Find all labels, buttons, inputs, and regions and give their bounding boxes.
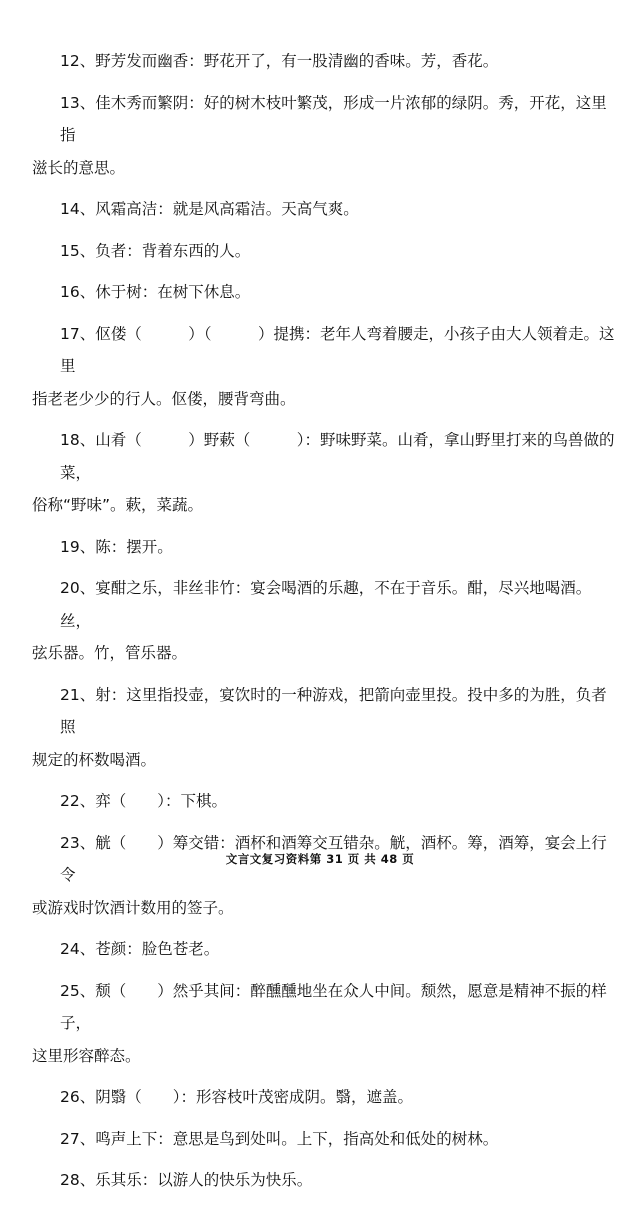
annotation-line: 27、鸣声上下：意思是鸟到处叫。上下，指高处和低处的树林。	[60, 1129, 499, 1148]
annotation-line: 13、佳木秀而繁阴：好的树木枝叶繁茂，形成一片浓郁的绿阴。秀，开花，这里指	[60, 93, 607, 144]
annotation-line-continued: 这里形容醉态。	[32, 1046, 141, 1065]
annotation-entry	[32, 572, 615, 670]
annotation-line-continued: 指老老少少的行人。伛偻，腰背弯曲。	[32, 389, 296, 408]
annotation-entry	[60, 45, 615, 78]
annotation-line: 22、弈（ ）：下棋。	[60, 792, 227, 810]
annotation-entry	[60, 933, 615, 966]
annotation-line: 28、乐其乐：以游人的快乐为快乐。	[60, 1171, 313, 1189]
annotation-list	[32, 45, 615, 1206]
annotation-entry	[60, 1081, 615, 1114]
annotation-entry	[60, 785, 615, 818]
annotation-line: 18、山肴（ ）野蔌（ ）：野味野菜。山肴，拿山野里打来的鸟兽做的菜，	[60, 431, 615, 482]
annotation-line: 19、陈：摆开。	[60, 537, 173, 556]
annotation-line-continued: 规定的杯数喝酒。	[32, 750, 157, 769]
annotation-entry	[32, 318, 615, 416]
annotation-line: 25、颓（ ）然乎其间：醉醺醺地坐在众人中间。颓然，愿意是精神不振的样子，	[60, 981, 607, 1032]
annotation-line: 26、阴翳（ ）：形容枝叶茂密成阴。翳，遮盖。	[60, 1088, 413, 1106]
annotation-entry	[60, 276, 615, 309]
annotation-line: 21、射：这里指投壶，宴饮时的一种游戏，把箭向壶里投。投中多的为胜，负者照	[60, 685, 607, 736]
annotation-entry	[60, 235, 615, 268]
annotation-line: 12、野芳发而幽香：野花开了，有一股清幽的香味。芳，香花。	[60, 52, 499, 70]
annotation-line-continued: 或游戏时饮酒计数用的签子。	[32, 898, 234, 917]
annotation-entry	[32, 424, 615, 522]
annotation-line: 20、宴酣之乐，非丝非竹：宴会喝酒的乐趣，不在于音乐。酣，尽兴地喝酒。丝，	[60, 579, 592, 630]
annotation-line: 23、觥（ ）筹交错：酒杯和酒筹交互错杂。觥，酒杯。筹，酒筹，宴会上行令	[60, 833, 607, 884]
annotation-entry	[60, 531, 615, 564]
annotation-entry	[60, 1123, 615, 1156]
annotation-line-continued: 滋长的意思。	[32, 158, 126, 177]
annotation-line: 16、休于树：在树下休息。	[60, 283, 251, 301]
page-footer: 文言文复习资料第 31 页 共 48 页	[225, 852, 415, 866]
annotation-line: 24、苍颜：脸色苍老。	[60, 940, 220, 958]
annotation-entry	[32, 679, 615, 777]
annotation-line-continued: 弦乐器。竹，管乐器。	[32, 644, 188, 662]
annotation-entry	[32, 87, 615, 185]
annotation-line: 17、伛偻（ ）（ ）提携：老年人弯着腰走，小孩子由大人领着走。这里	[60, 324, 615, 375]
annotation-line: 14、风霜高洁：就是风高霜洁。天高气爽。	[60, 200, 359, 218]
annotation-entry	[32, 975, 615, 1073]
annotation-line: 15、负者：背着东西的人。	[60, 241, 251, 260]
annotation-entry	[60, 1164, 615, 1197]
annotation-entry	[32, 827, 615, 925]
annotation-line-continued: 俗称“野味”。蔌，菜蔬。	[32, 496, 204, 514]
annotation-entry	[60, 193, 615, 226]
